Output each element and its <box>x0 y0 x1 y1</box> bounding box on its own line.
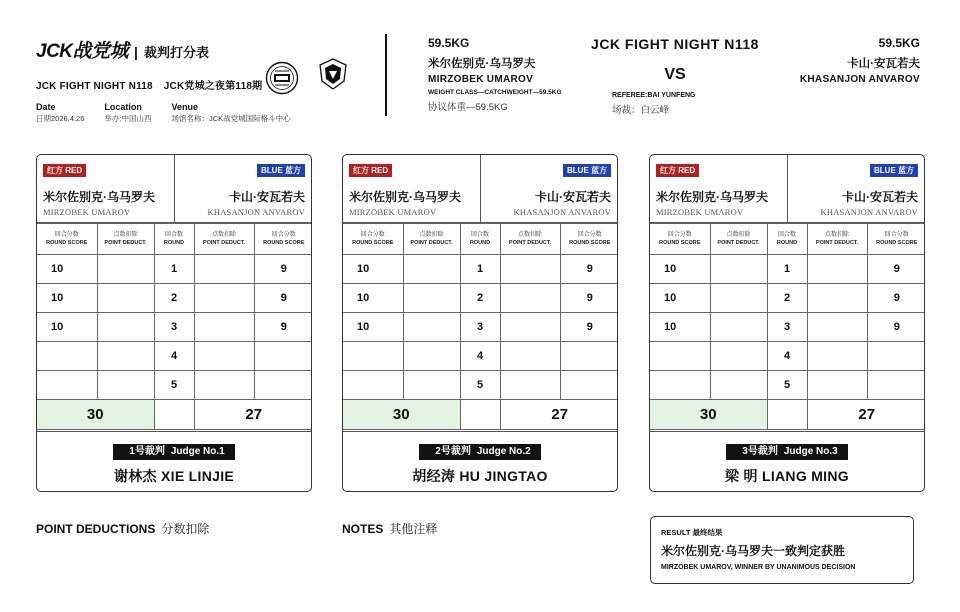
table-row <box>343 255 618 284</box>
document-title: 裁判打分表 <box>143 45 209 60</box>
venue-value: 场馆名称：JCK战党城国际格斗中心 <box>171 114 291 123</box>
round-number-cell: 5 <box>767 371 807 400</box>
seal-emblem-icon <box>265 61 299 95</box>
table-row <box>37 284 312 313</box>
blue-deduct-cell <box>807 371 867 400</box>
round-number-cell: 3 <box>460 313 500 342</box>
blue-name-cn: 卡山·安瓦若夫 <box>229 190 305 204</box>
judge-badge <box>113 444 234 460</box>
col-red-point-deduct: 点数扣除 POINT DEDUCT. <box>403 224 460 255</box>
blue-deduct-cell <box>194 255 254 284</box>
red-name-cn: 米尔佐别克·乌马罗夫 <box>43 190 155 204</box>
table-row <box>343 284 618 313</box>
round-number-cell: 5 <box>460 371 500 400</box>
notes-label-cn: 其他注释 <box>389 522 438 536</box>
col-blue-point-deduct: 点数扣除 POINT DEDUCT. <box>807 224 867 255</box>
blue-name-en: KHASANJON ANVAROV <box>513 207 611 217</box>
scorecard-judge-1 <box>36 154 312 492</box>
red-deduct-cell <box>710 284 767 313</box>
red-name-cn: 米尔佐别克·乌马罗夫 <box>349 190 461 204</box>
col-blue-point-deduct: 点数扣除 POINT DEDUCT. <box>500 224 560 255</box>
score-table <box>37 223 312 430</box>
red-total: 30 <box>343 400 460 430</box>
score-table-header <box>343 224 618 255</box>
table-row <box>37 313 312 342</box>
table-row <box>37 371 312 400</box>
header-divider <box>385 34 387 116</box>
judge-block <box>650 431 924 492</box>
red-fighter-name-en: MIRZOBEK UMAROV <box>428 74 534 85</box>
table-row <box>343 313 618 342</box>
judge-name: 谢林杰 XIE LINJIE <box>113 468 235 484</box>
scorecard-judge-2 <box>342 154 618 492</box>
result-box <box>650 516 914 584</box>
red-score-cell <box>343 371 403 400</box>
table-row <box>650 313 925 342</box>
judge-name: 梁 明 LIANG MING <box>725 468 849 484</box>
blue-deduct-cell <box>807 342 867 371</box>
red-score-cell <box>650 342 710 371</box>
event-title: JCK FIGHT NIGHT N118 <box>591 36 759 52</box>
round-number-cell: 2 <box>767 284 807 313</box>
red-deduct-cell <box>97 371 154 400</box>
point-deductions-label-en: POINT DEDUCTIONS <box>36 522 156 536</box>
blue-deduct-cell <box>500 255 560 284</box>
total-spacer <box>460 400 500 430</box>
red-deduct-cell <box>403 342 460 371</box>
event-name-en: JCK FIGHT NIGHT N118 <box>36 81 153 92</box>
blue-name-en: KHASANJON ANVAROV <box>207 207 305 217</box>
location-label: Location <box>104 102 142 112</box>
col-red-point-deduct: 点数扣除 POINT DEDUCT. <box>710 224 767 255</box>
red-tag: 红方 RED <box>43 164 86 177</box>
blue-name-en: KHASANJON ANVAROV <box>820 207 918 217</box>
red-score-cell: 10 <box>37 284 97 313</box>
red-corner <box>343 155 480 223</box>
notes-section <box>342 520 437 537</box>
blue-deduct-cell <box>807 313 867 342</box>
red-corner <box>37 155 174 223</box>
col-blue-round-score: 回合分数 ROUND SCORE <box>560 224 618 255</box>
red-score-cell: 10 <box>37 313 97 342</box>
round-number-cell: 3 <box>154 313 194 342</box>
col-blue-round-score: 回合分数 ROUND SCORE <box>254 224 312 255</box>
red-deduct-cell <box>97 342 154 371</box>
red-score-cell <box>650 371 710 400</box>
red-score-cell: 10 <box>343 313 403 342</box>
col-blue-point-deduct: 点数扣除 POINT DEDUCT. <box>194 224 254 255</box>
table-row <box>343 342 618 371</box>
blue-total: 27 <box>194 400 312 430</box>
weight-class-cn: 协议体重—59.5KG <box>428 102 508 113</box>
event-meta <box>36 102 376 124</box>
red-deduct-cell <box>710 342 767 371</box>
judge-badge <box>419 444 540 460</box>
referee-block <box>612 92 696 116</box>
blue-score-cell <box>560 371 618 400</box>
date-value: 日期2026.4.26 <box>36 114 85 123</box>
red-score-cell <box>343 342 403 371</box>
blue-tag: BLUE 蓝方 <box>563 164 611 177</box>
total-row <box>343 400 618 430</box>
brand-logo: JCK战党城 <box>36 41 129 62</box>
red-score-cell: 10 <box>650 313 710 342</box>
judge-number-cn: 3号裁判 <box>742 446 778 457</box>
col-red-round-score: 回合分数 ROUND SCORE <box>343 224 403 255</box>
blue-fighter-name-cn: 卡山·安瓦若夫 <box>847 58 920 70</box>
blue-deduct-cell <box>194 342 254 371</box>
scorecard-judge-3 <box>649 154 925 492</box>
red-deduct-cell <box>403 255 460 284</box>
header-red-fighter <box>428 36 608 113</box>
judge-number-en: Judge No.3 <box>783 446 838 457</box>
red-score-cell <box>37 342 97 371</box>
blue-deduct-cell <box>500 313 560 342</box>
blue-deduct-cell <box>194 313 254 342</box>
judge-name: 胡经涛 HU JINGTAO <box>412 468 548 484</box>
brand-separator: | <box>134 44 138 60</box>
blue-name-cn: 卡山·安瓦若夫 <box>842 190 918 204</box>
total-spacer <box>767 400 807 430</box>
red-deduct-cell <box>710 255 767 284</box>
shield-emblem-icon <box>316 57 350 91</box>
score-table <box>650 223 925 430</box>
blue-score-cell: 9 <box>867 313 925 342</box>
blue-corner <box>174 155 311 223</box>
round-number-cell: 4 <box>460 342 500 371</box>
location-value: 举办:中国山西 <box>104 114 152 123</box>
total-row <box>37 400 312 430</box>
blue-fighter-name-en: KHASANJON ANVAROV <box>799 74 920 85</box>
blue-score-cell <box>254 371 312 400</box>
date-block <box>36 102 84 124</box>
round-number-cell: 2 <box>154 284 194 313</box>
judge-badge <box>726 444 847 460</box>
red-name-en: MIRZOBEK UMAROV <box>43 207 131 217</box>
round-number-cell: 1 <box>460 255 500 284</box>
blue-total: 27 <box>500 400 618 430</box>
table-row <box>343 371 618 400</box>
judge-number-cn: 1号裁判 <box>129 446 165 457</box>
red-score-cell: 10 <box>343 284 403 313</box>
score-table <box>343 223 618 430</box>
red-name-en: MIRZOBEK UMAROV <box>349 207 437 217</box>
col-round: 回合数 ROUND <box>460 224 500 255</box>
weight-class: WEIGHT CLASS—CATCHWEIGHT—59.5KG <box>428 89 562 96</box>
red-deduct-cell <box>97 255 154 284</box>
red-tag: 红方 RED <box>349 164 392 177</box>
blue-deduct-cell <box>807 255 867 284</box>
location-block <box>104 102 151 124</box>
judge-number-en: Judge No.1 <box>170 446 225 457</box>
judge-number-en: Judge No.2 <box>476 446 531 457</box>
versus-label: VS <box>664 66 686 83</box>
blue-corner <box>480 155 617 223</box>
score-table-header <box>37 224 312 255</box>
red-score-cell <box>37 371 97 400</box>
score-table-header <box>650 224 925 255</box>
blue-score-cell: 9 <box>254 255 312 284</box>
result-text-cn: 米尔佐别克·乌马罗夫一致判定获胜 <box>661 544 845 558</box>
table-row <box>37 342 312 371</box>
judge-block <box>37 431 311 492</box>
col-red-point-deduct: 点数扣除 POINT DEDUCT. <box>97 224 154 255</box>
col-round: 回合数 ROUND <box>767 224 807 255</box>
blue-deduct-cell <box>500 284 560 313</box>
scorecard-fighters <box>343 155 617 223</box>
round-number-cell: 1 <box>154 255 194 284</box>
referee-en: REFEREE:BAI YUNFENG <box>612 92 696 99</box>
blue-score-cell <box>867 371 925 400</box>
table-row <box>650 255 925 284</box>
table-row <box>650 284 925 313</box>
red-deduct-cell <box>403 313 460 342</box>
red-weight: 59.5KG <box>428 36 470 50</box>
red-score-cell: 10 <box>650 255 710 284</box>
blue-deduct-cell <box>194 284 254 313</box>
blue-score-cell: 9 <box>560 284 618 313</box>
result-text-en: MIRZOBEK UMAROV, WINNER BY UNANIMOUS DECISION <box>661 564 856 571</box>
blue-deduct-cell <box>194 371 254 400</box>
header-blue-fighter <box>720 36 920 85</box>
result-label: RESULT 最终结果 <box>661 528 723 537</box>
venue-block <box>171 102 290 124</box>
blue-score-cell: 9 <box>254 313 312 342</box>
blue-total: 27 <box>807 400 925 430</box>
red-deduct-cell <box>403 371 460 400</box>
blue-tag: BLUE 蓝方 <box>257 164 305 177</box>
blue-score-cell: 9 <box>254 284 312 313</box>
red-name-en: MIRZOBEK UMAROV <box>656 207 744 217</box>
blue-score-cell: 9 <box>560 313 618 342</box>
blue-score-cell: 9 <box>867 255 925 284</box>
blue-deduct-cell <box>500 371 560 400</box>
round-number-cell: 3 <box>767 313 807 342</box>
judge-block <box>343 431 617 492</box>
round-number-cell: 4 <box>767 342 807 371</box>
round-number-cell: 1 <box>767 255 807 284</box>
blue-corner <box>787 155 924 223</box>
red-total: 30 <box>37 400 154 430</box>
scorecard-fighters <box>37 155 311 223</box>
total-row <box>650 400 925 430</box>
red-deduct-cell <box>97 313 154 342</box>
red-score-cell: 10 <box>650 284 710 313</box>
red-corner <box>650 155 787 223</box>
blue-name-cn: 卡山·安瓦若夫 <box>535 190 611 204</box>
venue-label: Venue <box>171 102 198 112</box>
scorecard-fighters <box>650 155 924 223</box>
col-red-round-score: 回合分数 ROUND SCORE <box>37 224 97 255</box>
red-name-cn: 米尔佐别克·乌马罗夫 <box>656 190 768 204</box>
referee-cn: 场裁：白云峰 <box>612 105 670 116</box>
red-fighter-name-cn: 米尔佐别克·乌马罗夫 <box>428 58 536 70</box>
red-total: 30 <box>650 400 767 430</box>
table-row <box>650 371 925 400</box>
round-number-cell: 2 <box>460 284 500 313</box>
red-deduct-cell <box>710 313 767 342</box>
point-deductions-label-cn: 分数扣除 <box>161 522 210 536</box>
red-deduct-cell <box>97 284 154 313</box>
col-round: 回合数 ROUND <box>154 224 194 255</box>
table-row <box>650 342 925 371</box>
blue-tag: BLUE 蓝方 <box>870 164 918 177</box>
red-score-cell: 10 <box>343 255 403 284</box>
col-red-round-score: 回合分数 ROUND SCORE <box>650 224 710 255</box>
date-label: Date <box>36 102 56 112</box>
blue-deduct-cell <box>807 284 867 313</box>
total-spacer <box>154 400 194 430</box>
blue-deduct-cell <box>500 342 560 371</box>
judge-number-cn: 2号裁判 <box>435 446 471 457</box>
blue-score-cell <box>254 342 312 371</box>
red-deduct-cell <box>403 284 460 313</box>
red-deduct-cell <box>710 371 767 400</box>
event-name-cn: JCK党城之夜第118期 <box>163 81 263 92</box>
red-tag: 红方 RED <box>656 164 699 177</box>
red-score-cell: 10 <box>37 255 97 284</box>
col-blue-round-score: 回合分数 ROUND SCORE <box>867 224 925 255</box>
blue-score-cell <box>867 342 925 371</box>
notes-label-en: NOTES <box>342 522 384 536</box>
blue-score-cell: 9 <box>867 284 925 313</box>
blue-score-cell: 9 <box>560 255 618 284</box>
point-deductions-section <box>36 520 209 537</box>
round-number-cell: 5 <box>154 371 194 400</box>
blue-weight: 59.5KG <box>878 36 920 50</box>
round-number-cell: 4 <box>154 342 194 371</box>
table-row <box>37 255 312 284</box>
blue-score-cell <box>560 342 618 371</box>
